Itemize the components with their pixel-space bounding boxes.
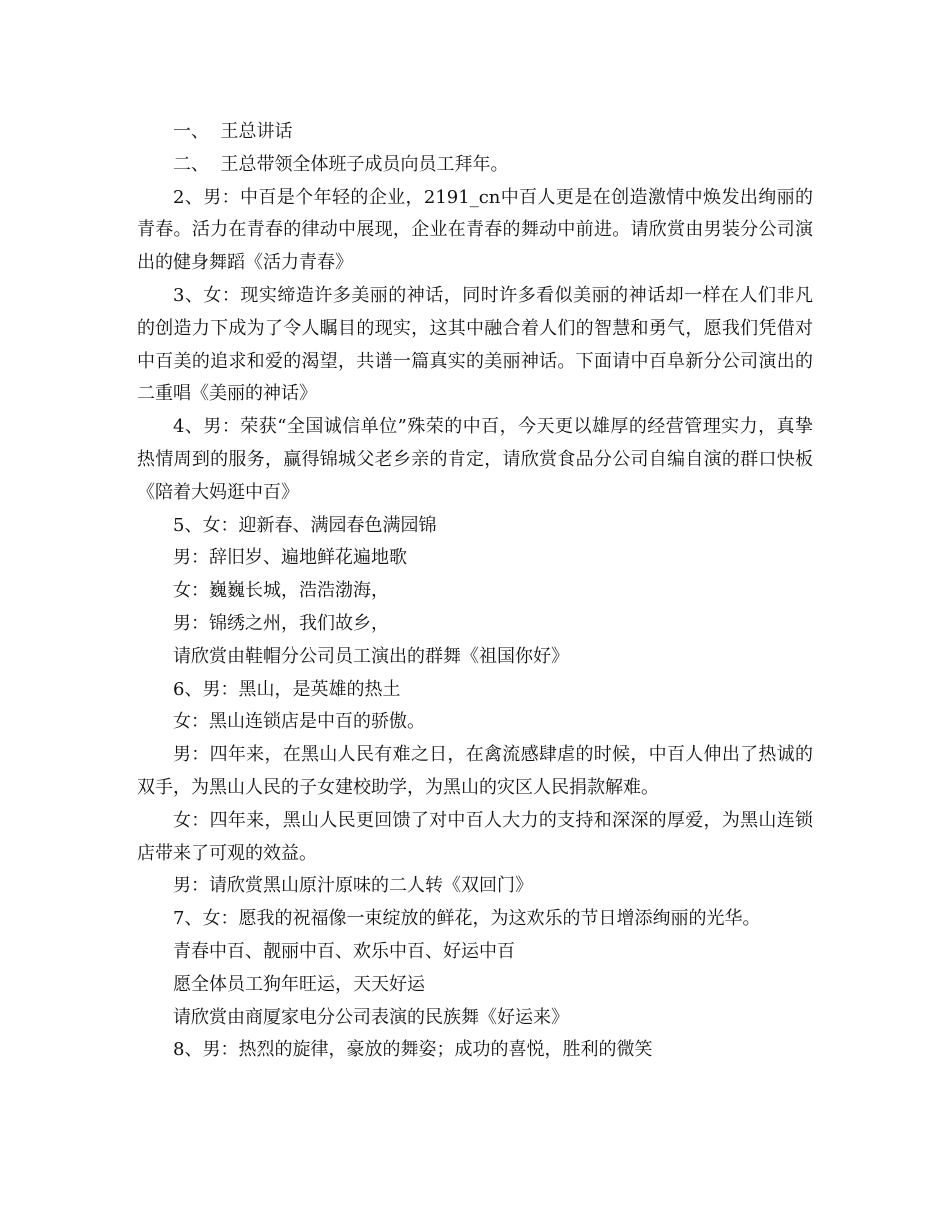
paragraph-line: 请欣赏由鞋帽分公司员工演出的群舞《祖国你好》 [173, 645, 569, 667]
paragraph-agenda-1: 一、 王总讲话 [173, 121, 293, 142]
paragraph-line: 女：四年来，黑山人民更回馈了对中百人大力的支持和深深的厚爱，为黑山连锁店带来了可观的效益。 [137, 809, 813, 864]
paragraph-line: 男：辞旧岁、遍地鲜花遍地歌 [173, 547, 407, 569]
paragraph-item-7: 7、女：愿我的祝福像一束绽放的鲜花，为这欢乐的节日增添绚丽的光华。 [173, 908, 761, 930]
paragraph-item-5: 5、女：迎新春、满园春色满园锦 [173, 514, 437, 536]
paragraph-line: 请欣赏由商厦家电分公司表演的民族舞《好运来》 [173, 1006, 569, 1028]
paragraph-line: 男：请欣赏黑山原汁原味的二人转《双回门》 [173, 875, 533, 897]
paragraph-line: 愿全体员工狗年旺运，天天好运 [173, 973, 425, 995]
paragraph-line: 女：巍巍长城，浩浩渤海， [173, 580, 389, 602]
paragraph-item-2: 2、男：中百是个年轻的企业，2191_cn中百人更是在创造激情中焕发出绚丽的青春。活力在青春的律动中展现，企业在青春的舞动中前进。请欣赏由男装分公司演出的健身舞蹈《活力青春》 [137, 186, 813, 274]
paragraph-item-6: 6、男：黑山，是英雄的热土 [173, 678, 401, 700]
paragraph-line: 男：锦绣之州，我们故乡， [173, 612, 389, 634]
paragraph-item-8: 8、男：热烈的旋律，豪放的舞姿；成功的喜悦，胜利的微笑 [173, 1039, 653, 1061]
document-body [137, 116, 813, 1067]
paragraph-line: 男：四年来，在黑山人民有难之日，在禽流感肆虐的时候，中百人伸出了热诚的双手，为黑山人民的子女建校助学，为黑山的灾区人民捐款解难。 [137, 744, 813, 798]
paragraph-line: 青春中百、靓丽中百、欢乐中百、好运中百 [173, 940, 515, 962]
paragraph-agenda-2: 二、 王总带领全体班子成员向员工拜年。 [173, 153, 509, 175]
paragraph-item-4: 4、男：荣获“全国诚信单位”殊荣的中百，今天更以雄厚的经营管理实力，真挚热情周到的服务，赢得锦城父老乡亲的肯定，请欣赏食品分公司自编自演的群口快板《陪着大妈逛中百》 [137, 416, 813, 503]
paragraph-line: 女：黑山连锁店是中百的骄傲。 [173, 711, 425, 733]
paragraph-item-3: 3、女：现实缔造许多美丽的神话，同时许多看似美丽的神话却一样在人们非凡的创造力下成为了令人瞩目的现实，这其中融合着人们的智慧和勇气，愿我们凭借对中百美的追求和爱的渴望，共谱一篇真实的美丽神话。下面请中百阜新分公司演出的二重唱《美丽的神话》 [137, 284, 813, 405]
